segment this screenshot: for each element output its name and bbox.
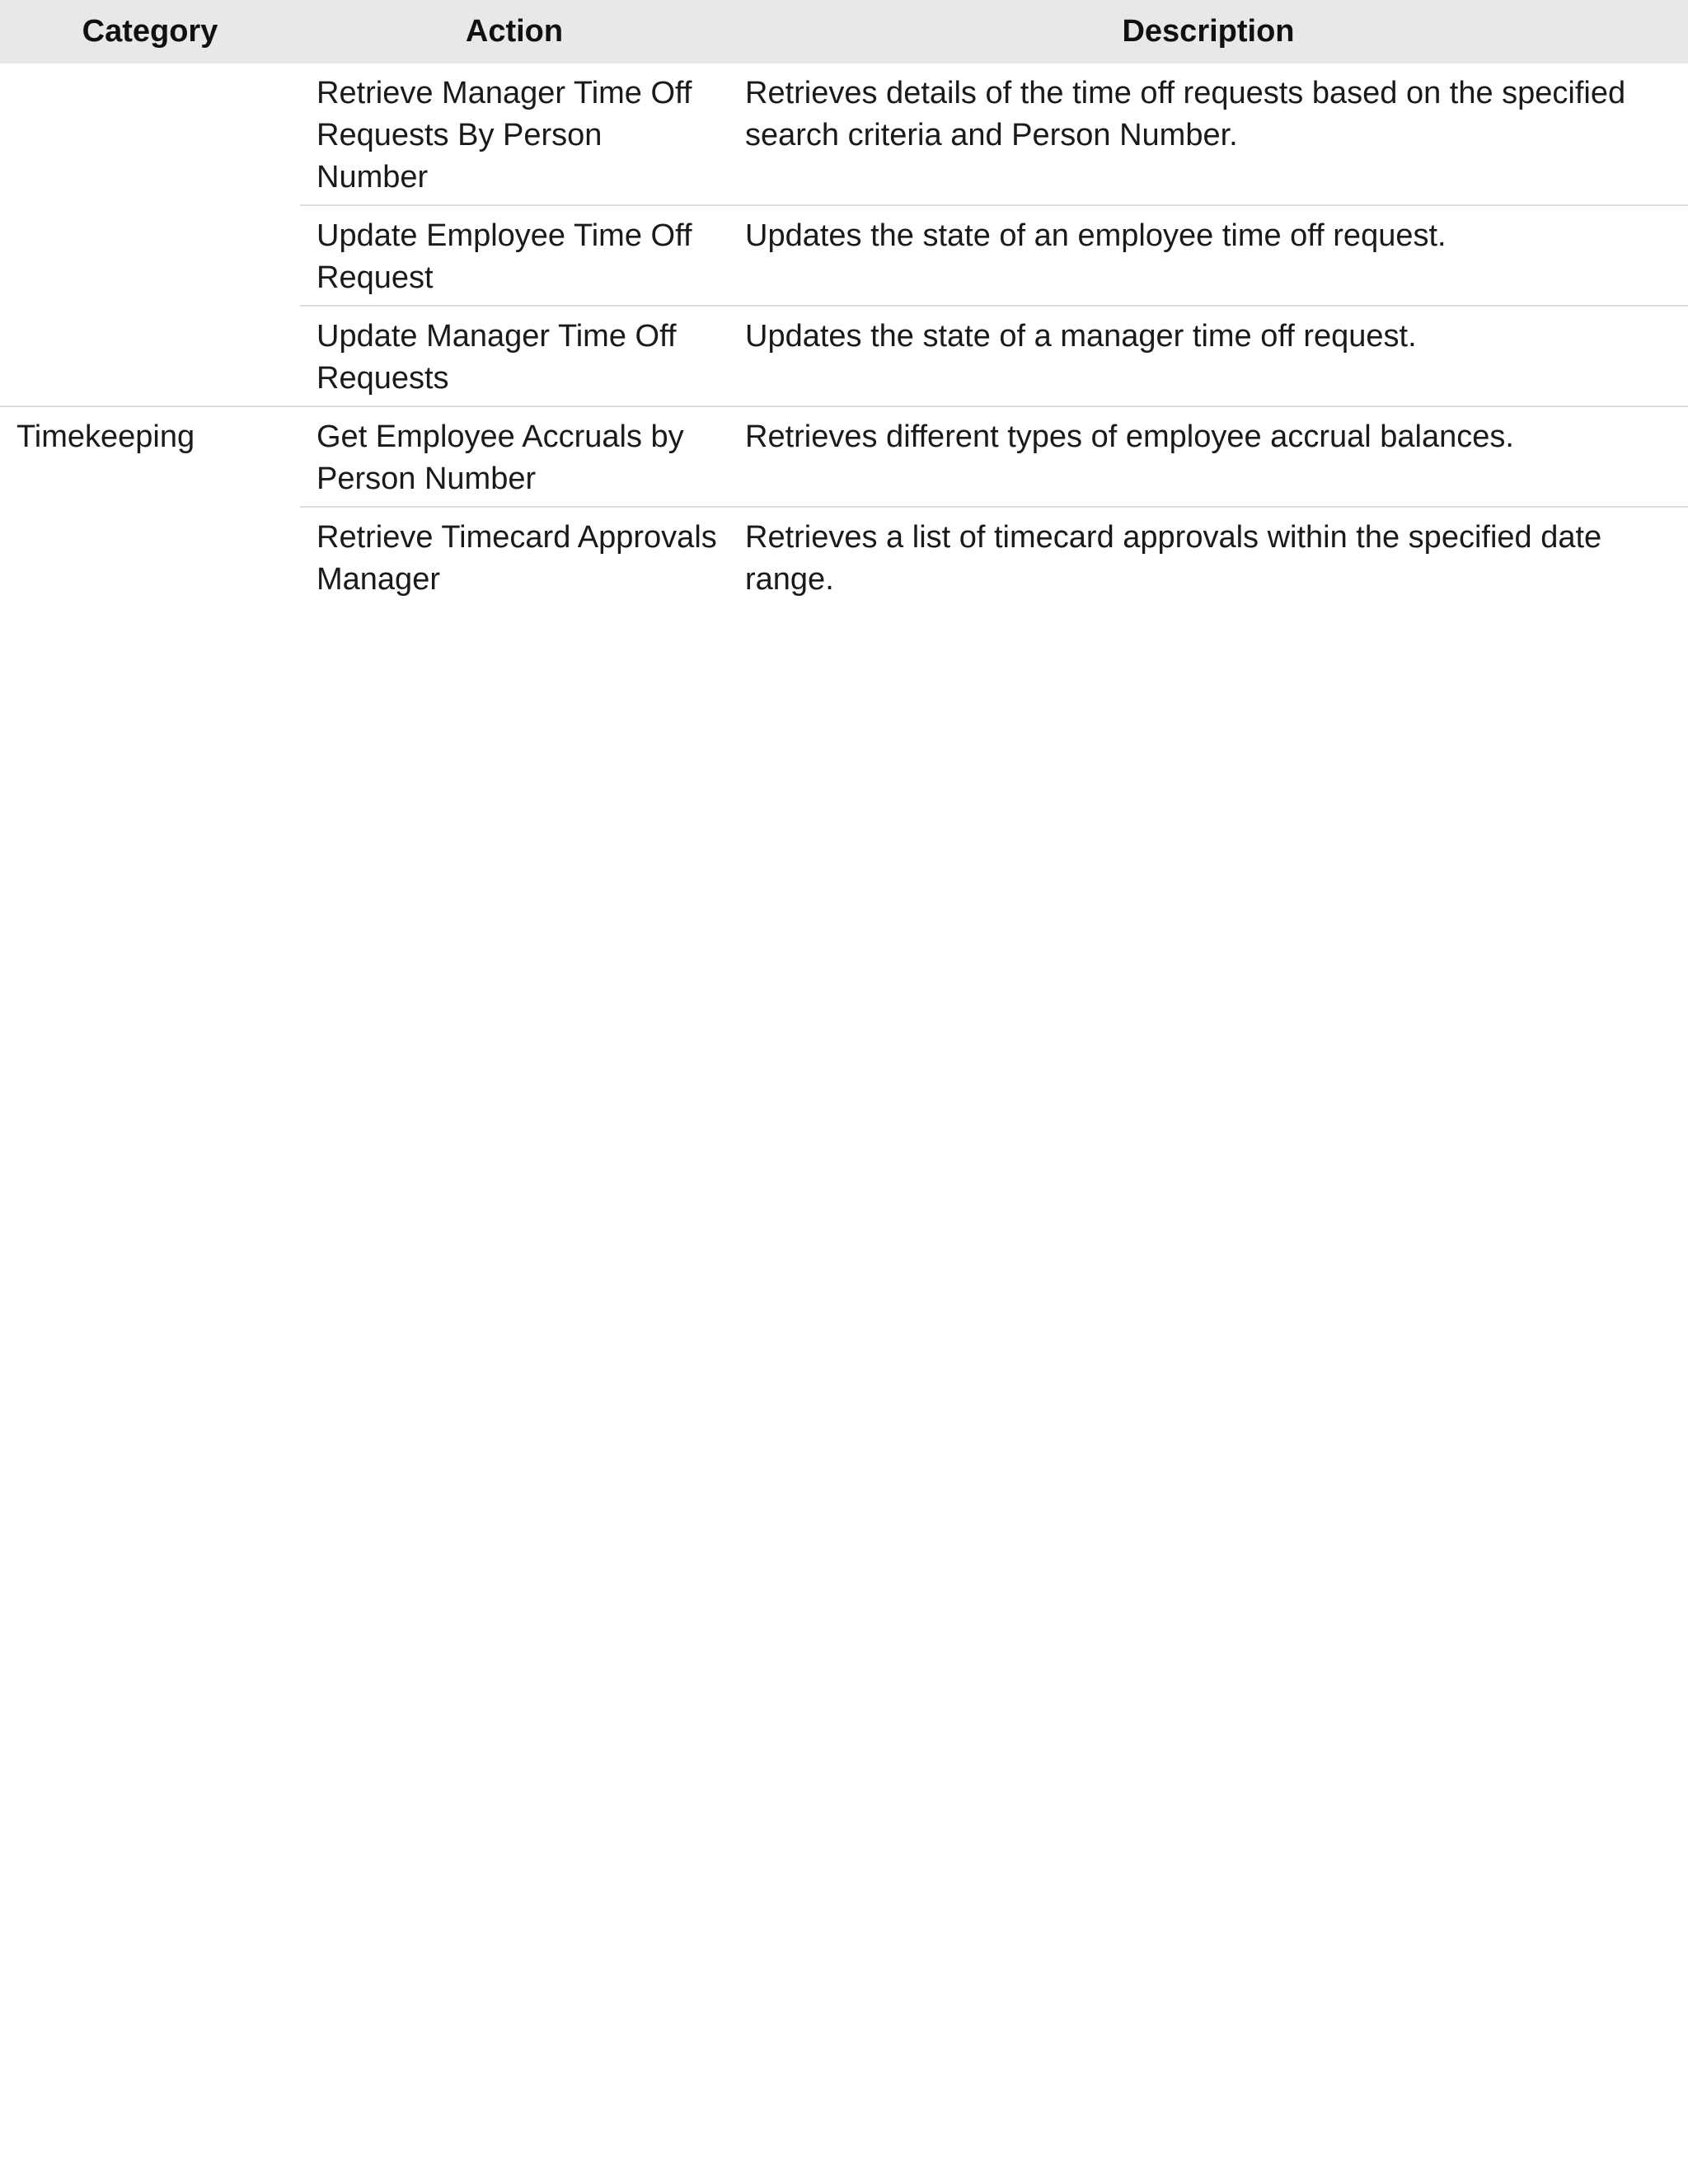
table-row	[0, 306, 1688, 406]
description-cell: Updates the state of a manager time off request.	[729, 306, 1688, 406]
header-row	[0, 0, 1688, 63]
header-action: Action	[300, 0, 729, 63]
header-description: Description	[729, 0, 1688, 63]
category-cell	[0, 205, 300, 306]
actions-table	[0, 0, 1688, 607]
action-cell: Retrieve Manager Time Off Requests By Person Number	[316, 76, 692, 194]
action-cell: Get Employee Accruals by Person Number	[300, 406, 729, 507]
action-cell: Update Manager Time Off Requests	[300, 306, 729, 406]
table-row	[0, 406, 1688, 507]
description-cell: Retrieves a list of timecard approvals within the specified date range.	[729, 507, 1688, 607]
action-cell: Update Employee Time Off Request	[300, 205, 729, 306]
description-cell: Retrieves details of the time off requests based on the specified search criteria and Person Number.	[745, 76, 1626, 152]
category-cell	[0, 63, 300, 205]
category-cell: Timekeeping	[0, 406, 300, 507]
table-row	[0, 63, 1688, 205]
description-cell: Retrieves different types of employee accrual balances.	[729, 406, 1688, 507]
table-body	[0, 63, 1688, 607]
action-cell: Retrieve Timecard Approvals Manager	[300, 507, 729, 607]
table-row	[0, 507, 1688, 607]
header-category: Category	[0, 0, 300, 63]
table-row	[0, 205, 1688, 306]
table-header	[0, 0, 1688, 63]
category-cell	[0, 306, 300, 406]
description-cell: Updates the state of an employee time off request.	[729, 205, 1688, 306]
category-cell	[0, 507, 300, 607]
